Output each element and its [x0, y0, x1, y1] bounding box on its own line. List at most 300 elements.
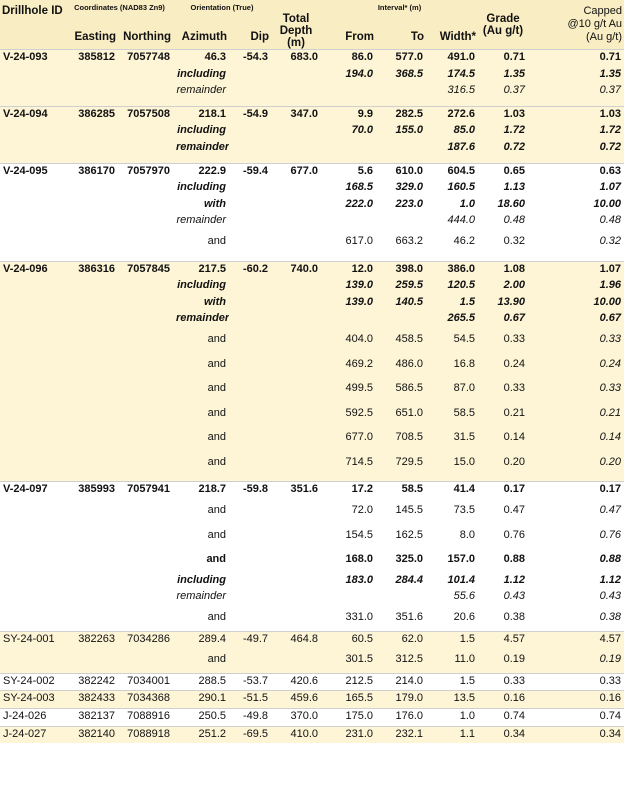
cell-azimuth: 46.3 — [173, 50, 229, 67]
interval-row — [0, 648, 624, 673]
cell-northing — [118, 67, 173, 84]
cell-northing: 7034001 — [118, 673, 173, 691]
cell-northing — [118, 402, 173, 427]
cell-total-depth — [271, 180, 321, 197]
drillhole-row — [0, 726, 624, 743]
cell-interval-label: and — [173, 451, 229, 476]
interval-row — [0, 213, 624, 230]
cell-to: 232.1 — [376, 726, 426, 743]
cell-from: 168.0 — [345, 553, 374, 566]
cell-interval-label: including — [173, 123, 229, 140]
cell-drillhole-id — [0, 573, 66, 590]
cell-drillhole-id — [0, 140, 66, 157]
cell-interval-label: and — [173, 377, 229, 402]
cell-drillhole-id — [0, 606, 66, 631]
cell-to: 312.5 — [376, 648, 426, 673]
cell-total-depth — [271, 573, 321, 590]
header-drillhole-id: Drillhole ID — [0, 0, 66, 50]
cell-easting: 382137 — [66, 709, 118, 727]
drillhole-row — [0, 673, 624, 691]
interval-row — [0, 451, 624, 476]
cell-easting — [66, 573, 118, 590]
cell-drillhole-id — [0, 451, 66, 476]
cell-northing: 7057845 — [118, 261, 173, 278]
cell-interval-label: remainder — [176, 590, 226, 603]
cell-capped: 0.76 — [599, 528, 622, 541]
cell-dip — [229, 606, 271, 631]
cell-from: 9.9 — [321, 106, 376, 123]
cell-total-depth: 420.6 — [271, 673, 321, 691]
cell-from: 165.5 — [321, 691, 376, 709]
cell-total-depth: 410.0 — [271, 726, 321, 743]
cell-from: 17.2 — [321, 482, 376, 499]
table-header — [0, 0, 624, 50]
cell-azimuth: 251.2 — [173, 726, 229, 743]
cell-from: 86.0 — [321, 50, 376, 67]
cell-dip — [229, 524, 271, 549]
cell-interval-label: and — [206, 553, 226, 566]
cell-drillhole-id — [0, 213, 66, 230]
cell-width: 174.5 — [426, 67, 478, 84]
cell-total-depth — [271, 197, 321, 214]
cell-capped: 0.33 — [528, 377, 624, 402]
cell-width: 20.6 — [453, 611, 476, 624]
cell-dip — [229, 123, 271, 140]
cell-grade: 0.16 — [478, 691, 528, 709]
cell-northing — [118, 213, 173, 230]
cell-to: 586.5 — [376, 377, 426, 402]
cell-width: 31.5 — [426, 426, 478, 451]
cell-from: 617.0 — [345, 234, 374, 247]
header-capped-line3: (Au g/t) — [585, 31, 623, 43]
cell-capped: 0.48 — [599, 214, 622, 227]
cell-total-depth — [271, 426, 321, 451]
cell-drillhole-id — [0, 524, 66, 549]
cell-width: 87.0 — [426, 377, 478, 402]
cell-width: 101.4 — [447, 573, 476, 586]
cell-dip — [229, 180, 271, 197]
cell-capped: 1.72 — [528, 123, 624, 140]
cell-from: 331.0 — [345, 611, 374, 624]
cell-easting — [66, 197, 118, 214]
cell-easting — [66, 606, 118, 631]
cell-width: 16.8 — [426, 353, 478, 378]
cell-from: 175.0 — [321, 709, 376, 727]
cell-width: 46.2 — [453, 234, 476, 247]
cell-capped: 0.20 — [528, 451, 624, 476]
cell-total-depth — [271, 328, 321, 353]
cell-capped: 0.37 — [528, 83, 624, 100]
cell-total-depth — [271, 295, 321, 312]
drillhole-row — [0, 709, 624, 727]
drillhole-row — [0, 50, 624, 67]
cell-grade: 0.74 — [478, 709, 528, 727]
cell-total-depth — [271, 606, 321, 631]
cell-grade: 0.14 — [478, 426, 528, 451]
cell-drillhole-id: V-24-094 — [0, 106, 66, 123]
cell-interval-label: and — [173, 402, 229, 427]
interval-row — [0, 140, 624, 157]
cell-northing — [118, 295, 173, 312]
drillhole-row — [0, 482, 624, 499]
cell-dip — [229, 197, 271, 214]
header-interval: Interval* (m) — [321, 0, 478, 25]
cell-easting: 386285 — [66, 106, 118, 123]
cell-grade: 1.72 — [478, 123, 528, 140]
cell-northing — [118, 606, 173, 631]
cell-northing — [118, 83, 173, 100]
header-azimuth: Azimuth — [173, 25, 229, 50]
cell-northing: 7034368 — [118, 691, 173, 709]
cell-from — [321, 83, 376, 100]
cell-northing — [118, 377, 173, 402]
interval-row — [0, 606, 624, 631]
cell-capped: 1.12 — [599, 573, 622, 586]
cell-interval-label: including — [177, 573, 226, 586]
cell-to: 325.0 — [395, 553, 424, 566]
cell-northing — [118, 648, 173, 673]
cell-from: 12.0 — [321, 261, 376, 278]
cell-dip — [229, 648, 271, 673]
cell-drillhole-id: V-24-097 — [0, 482, 66, 499]
cell-northing — [118, 451, 173, 476]
cell-total-depth: 740.0 — [271, 261, 321, 278]
cell-interval-label: including — [177, 181, 226, 194]
cell-dip — [229, 295, 271, 312]
cell-easting — [66, 548, 118, 573]
cell-dip — [229, 278, 271, 295]
cell-azimuth: 289.4 — [173, 631, 229, 648]
cell-capped: 0.16 — [528, 691, 624, 709]
interval-row — [0, 548, 624, 573]
cell-to — [376, 213, 426, 230]
cell-grade: 0.33 — [478, 673, 528, 691]
cell-capped: 0.33 — [528, 328, 624, 353]
cell-from: 70.0 — [321, 123, 376, 140]
header-capped-line2: @10 g/t Au — [567, 18, 623, 30]
drillhole-row — [0, 106, 624, 123]
cell-to: 176.0 — [376, 709, 426, 727]
cell-dip — [229, 499, 271, 524]
header-grade-top: Grade — [478, 0, 528, 25]
cell-width: 15.0 — [426, 451, 478, 476]
cell-dip: -59.8 — [229, 482, 271, 499]
cell-dip: -54.3 — [229, 50, 271, 67]
cell-capped: 0.71 — [528, 50, 624, 67]
cell-grade: 0.47 — [503, 504, 526, 517]
header-to: To — [376, 25, 426, 50]
cell-to: 351.6 — [395, 611, 424, 624]
cell-dip — [229, 213, 271, 230]
cell-azimuth: 222.9 — [173, 163, 229, 180]
cell-easting: 382242 — [66, 673, 118, 691]
cell-to: 140.5 — [376, 295, 426, 312]
header-from: From — [321, 25, 376, 50]
cell-easting: 386316 — [66, 261, 118, 278]
cell-easting — [66, 328, 118, 353]
cell-capped: 0.24 — [528, 353, 624, 378]
interval-row — [0, 278, 624, 295]
cell-dip — [229, 426, 271, 451]
cell-grade: 0.38 — [503, 611, 526, 624]
cell-total-depth — [271, 524, 321, 549]
cell-easting — [66, 295, 118, 312]
cell-grade: 0.33 — [478, 377, 528, 402]
cell-width: 13.5 — [426, 691, 478, 709]
cell-from: 231.0 — [321, 726, 376, 743]
cell-capped: 0.74 — [528, 709, 624, 727]
cell-dip: -53.7 — [229, 673, 271, 691]
cell-total-depth — [271, 548, 321, 573]
cell-total-depth — [271, 67, 321, 84]
cell-total-depth — [271, 377, 321, 402]
cell-grade: 0.48 — [503, 214, 526, 227]
header-capped — [528, 0, 624, 50]
cell-width: 85.0 — [426, 123, 478, 140]
header-northing: Northing — [118, 25, 173, 50]
cell-to: 58.5 — [376, 482, 426, 499]
header-orientation: Orientation (True) — [173, 0, 271, 25]
drillhole-row — [0, 691, 624, 709]
header-dip: Dip — [229, 25, 271, 50]
cell-capped: 0.47 — [599, 504, 622, 517]
cell-drillhole-id: V-24-093 — [0, 50, 66, 67]
cell-width: 41.4 — [426, 482, 478, 499]
cell-total-depth — [271, 123, 321, 140]
cell-drillhole-id: SY-24-002 — [0, 673, 66, 691]
cell-northing: 7057508 — [118, 106, 173, 123]
interval-row — [0, 180, 624, 197]
cell-width: 160.5 — [447, 181, 476, 194]
cell-width: 316.5 — [426, 83, 478, 100]
cell-width: 73.5 — [453, 504, 476, 517]
cell-to: 577.0 — [376, 50, 426, 67]
cell-easting — [66, 499, 118, 524]
cell-drillhole-id — [0, 180, 66, 197]
cell-to: 282.5 — [376, 106, 426, 123]
cell-northing — [118, 328, 173, 353]
cell-easting — [66, 648, 118, 673]
cell-drillhole-id — [0, 589, 66, 606]
cell-drillhole-id — [0, 426, 66, 451]
cell-to: 368.5 — [376, 67, 426, 84]
cell-easting — [66, 230, 118, 255]
cell-capped: 1.35 — [528, 67, 624, 84]
cell-from: 714.5 — [321, 451, 376, 476]
cell-azimuth: 288.5 — [173, 673, 229, 691]
cell-width: 58.5 — [426, 402, 478, 427]
cell-total-depth — [271, 402, 321, 427]
cell-drillhole-id — [0, 402, 66, 427]
cell-dip — [229, 377, 271, 402]
cell-total-depth — [271, 648, 321, 673]
cell-to: 610.0 — [376, 163, 426, 180]
header-total-depth-top: Total — [271, 0, 321, 25]
cell-grade: 0.34 — [478, 726, 528, 743]
cell-to — [376, 83, 426, 100]
cell-capped: 1.03 — [528, 106, 624, 123]
cell-to — [376, 311, 426, 328]
header-total-depth-bottom: Depth (m) — [271, 25, 321, 50]
cell-capped: 0.19 — [528, 648, 624, 673]
cell-from — [321, 140, 376, 157]
cell-dip: -60.2 — [229, 261, 271, 278]
cell-dip: -54.9 — [229, 106, 271, 123]
cell-interval-label: remainder — [173, 140, 229, 157]
cell-azimuth: 217.5 — [173, 261, 229, 278]
cell-easting — [66, 589, 118, 606]
cell-azimuth: 250.5 — [173, 709, 229, 727]
cell-easting — [66, 311, 118, 328]
cell-capped: 0.72 — [528, 140, 624, 157]
cell-to: 284.4 — [395, 573, 424, 586]
cell-easting — [66, 524, 118, 549]
cell-grade: 0.67 — [478, 311, 528, 328]
cell-capped: 0.14 — [528, 426, 624, 451]
cell-drillhole-id — [0, 197, 66, 214]
cell-width: 54.5 — [426, 328, 478, 353]
cell-drillhole-id — [0, 230, 66, 255]
cell-northing — [118, 140, 173, 157]
cell-grade: 0.21 — [478, 402, 528, 427]
cell-total-depth — [271, 353, 321, 378]
cell-interval-label: and — [173, 353, 229, 378]
cell-drillhole-id — [0, 311, 66, 328]
cell-from: 677.0 — [321, 426, 376, 451]
cell-to: 663.2 — [395, 234, 424, 247]
cell-drillhole-id — [0, 67, 66, 84]
cell-to: 329.0 — [395, 181, 424, 194]
cell-grade: 1.35 — [478, 67, 528, 84]
cell-dip — [229, 451, 271, 476]
cell-dip — [229, 67, 271, 84]
cell-drillhole-id: J-24-027 — [0, 726, 66, 743]
cell-grade: 18.60 — [497, 197, 526, 210]
cell-grade: 1.08 — [478, 261, 528, 278]
cell-interval-label: and — [207, 611, 226, 624]
interval-row — [0, 328, 624, 353]
cell-dip — [229, 328, 271, 353]
cell-drillhole-id — [0, 377, 66, 402]
cell-width: 272.6 — [426, 106, 478, 123]
cell-width: 187.6 — [426, 140, 478, 157]
cell-width: 265.5 — [426, 311, 478, 328]
interval-row — [0, 426, 624, 451]
cell-width: 157.0 — [447, 553, 476, 566]
cell-interval-label: and — [207, 528, 226, 541]
interval-row — [0, 83, 624, 100]
cell-capped: 10.00 — [528, 295, 624, 312]
cell-to: 486.0 — [376, 353, 426, 378]
cell-drillhole-id — [0, 328, 66, 353]
cell-easting — [66, 213, 118, 230]
cell-drillhole-id — [0, 499, 66, 524]
cell-grade: 4.57 — [478, 631, 528, 648]
cell-dip — [229, 353, 271, 378]
cell-from: 168.5 — [345, 181, 374, 194]
cell-easting — [66, 353, 118, 378]
cell-northing — [118, 180, 173, 197]
cell-capped: 0.63 — [528, 163, 624, 180]
cell-northing — [118, 499, 173, 524]
cell-drillhole-id — [0, 548, 66, 573]
cell-capped: 0.17 — [528, 482, 624, 499]
cell-easting: 385812 — [66, 50, 118, 67]
cell-to: 214.0 — [376, 673, 426, 691]
cell-dip — [229, 140, 271, 157]
cell-from: 194.0 — [321, 67, 376, 84]
interval-row — [0, 524, 624, 549]
cell-total-depth: 677.0 — [271, 163, 321, 180]
cell-to — [376, 589, 426, 606]
cell-drillhole-id — [0, 353, 66, 378]
cell-easting — [66, 426, 118, 451]
cell-azimuth: 218.7 — [173, 482, 229, 499]
cell-northing — [118, 589, 173, 606]
cell-azimuth: 218.1 — [173, 106, 229, 123]
cell-to — [376, 140, 426, 157]
cell-easting: 385993 — [66, 482, 118, 499]
cell-from: 5.6 — [321, 163, 376, 180]
cell-from: 212.5 — [321, 673, 376, 691]
interval-row — [0, 402, 624, 427]
cell-to: 145.5 — [395, 504, 424, 517]
cell-easting — [66, 278, 118, 295]
cell-grade: 1.12 — [503, 573, 526, 586]
cell-grade: 0.24 — [478, 353, 528, 378]
cell-to: 62.0 — [376, 631, 426, 648]
cell-capped: 0.33 — [528, 673, 624, 691]
cell-drillhole-id: SY-24-003 — [0, 691, 66, 709]
cell-grade: 0.32 — [503, 234, 526, 247]
cell-interval-label: and — [173, 328, 229, 353]
cell-to: 708.5 — [376, 426, 426, 451]
cell-total-depth: 683.0 — [271, 50, 321, 67]
cell-interval-label: and — [173, 426, 229, 451]
cell-total-depth — [271, 589, 321, 606]
cell-easting — [66, 402, 118, 427]
cell-easting: 382433 — [66, 691, 118, 709]
drillhole-row — [0, 163, 624, 180]
cell-total-depth: 351.6 — [271, 482, 321, 499]
cell-total-depth: 464.8 — [271, 631, 321, 648]
cell-northing — [118, 548, 173, 573]
cell-capped: 4.57 — [528, 631, 624, 648]
cell-northing — [118, 311, 173, 328]
interval-row — [0, 589, 624, 606]
cell-grade: 0.20 — [478, 451, 528, 476]
cell-dip: -69.5 — [229, 726, 271, 743]
cell-drillhole-id — [0, 83, 66, 100]
cell-width: 1.1 — [426, 726, 478, 743]
interval-row — [0, 499, 624, 524]
cell-easting — [66, 123, 118, 140]
header-grade-bottom: (Au g/t) — [478, 25, 528, 50]
cell-from — [321, 213, 376, 230]
cell-grade: 0.72 — [478, 140, 528, 157]
cell-to: 259.5 — [376, 278, 426, 295]
cell-from: 592.5 — [321, 402, 376, 427]
cell-capped: 1.07 — [528, 261, 624, 278]
cell-interval-label: and — [173, 648, 229, 673]
cell-width: 11.0 — [426, 648, 478, 673]
cell-easting — [66, 83, 118, 100]
cell-drillhole-id: V-24-096 — [0, 261, 66, 278]
cell-dip — [229, 230, 271, 255]
cell-from: 469.2 — [321, 353, 376, 378]
cell-grade: 0.43 — [503, 590, 526, 603]
cell-grade: 0.71 — [478, 50, 528, 67]
